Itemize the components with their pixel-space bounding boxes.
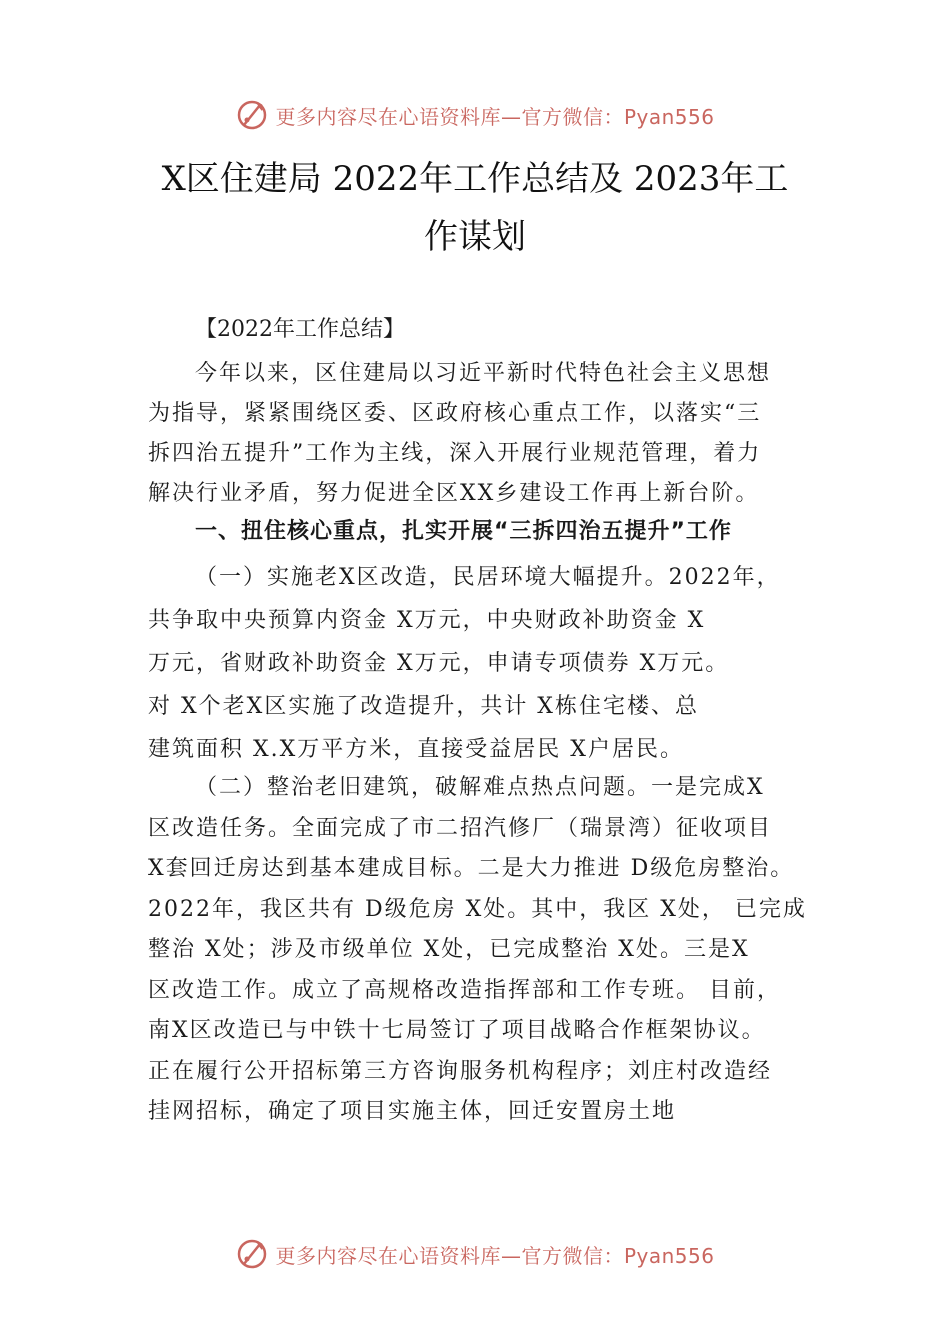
footer-watermark: [0, 1237, 950, 1271]
subsection-2-line: 区改造任务。全面完成了市二招汽修厂（瑞景湾）征收项目: [148, 815, 773, 841]
subsection-2-line: 南X区改造已与中铁十七局签订了项目战略合作框架协议。: [148, 1018, 766, 1043]
section-label: 【2022年工作总结】: [195, 317, 405, 342]
subsection-1-line: 共争取中央预算内资金 X万元，中央财政补助资金 X: [148, 608, 706, 633]
subsection-2-line: 挂网招标，确定了项目实施主体，回迁安置房土地: [148, 1099, 677, 1124]
intro-line: 拆四治五提升”工作为主线，深入开展行业规范管理，着力: [148, 441, 762, 466]
subsection-1-line: 对 X个老X区实施了改造提升，共计 X栋住宅楼、总: [148, 694, 699, 719]
header-watermark: [0, 98, 950, 132]
subsection-2-line: （二）整治老旧建筑，破解难点热点问题。一是完成X: [195, 775, 765, 800]
section-heading-1: 一、扭住核心重点，扎实开展“三拆四治五提升”工作: [195, 519, 732, 544]
watermark-text: 更多内容尽在心语资料库—官方微信：Pyan556: [275, 104, 715, 129]
title-line-1: X区住建局 2022年工作总结及 2023年工: [161, 159, 789, 199]
subsection-2-line: 整治 X处；涉及市级单位 X处，已完成整治 X处。三是X: [148, 937, 750, 962]
subsection-1-paragraph: [148, 556, 808, 771]
intro-paragraph: [148, 354, 808, 514]
subsection-1-line: （一）实施老X区改造，民居环境大幅提升。2022年，: [195, 565, 781, 590]
subsection-2-line: X套回迁房达到基本建成目标。二是大力推进 D级危房整治。: [148, 856, 795, 881]
subsection-2-line: 区改造工作。成立了高规格改造指挥部和工作专班。 目前，: [148, 977, 781, 1003]
intro-line: 为指导，紧紧围绕区委、区政府核心重点工作，以落实“三: [148, 401, 762, 426]
title-line-2: 作谋划: [424, 217, 526, 257]
subsection-2-line: 正在履行公开招标第三方咨询服务机构程序；刘庄村改造经: [148, 1058, 773, 1084]
subsection-1-line: 万元，省财政补助资金 X万元，申请专项债券 X万元。: [148, 651, 730, 676]
subsection-2-line: 2022年，我区共有 D级危房 X处。其中，我区 X处， 已完成: [148, 896, 807, 922]
subsection-1-line: 建筑面积 X.X万平方米，直接受益居民 X户居民。: [148, 737, 684, 762]
quill-logo-icon: [235, 98, 269, 132]
watermark-text: 更多内容尽在心语资料库—官方微信：Pyan556: [275, 1243, 715, 1268]
intro-line: 今年以来，区住建局以习近平新时代特色社会主义思想: [195, 361, 772, 386]
intro-line: 解决行业矛盾，努力促进全区XX乡建设工作再上新台阶。: [148, 481, 760, 506]
subsection-2-paragraph: [148, 768, 808, 1133]
quill-logo-icon: [235, 1237, 269, 1271]
document-title: [148, 150, 802, 266]
